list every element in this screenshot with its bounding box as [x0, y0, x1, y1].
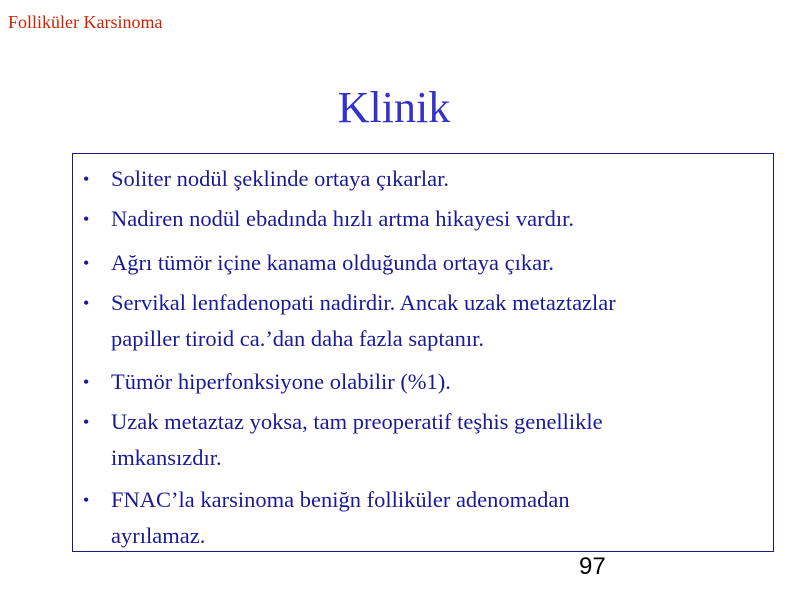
bullet-item: [73, 364, 733, 400]
bullet-text: [111, 201, 741, 237]
bullet-line: Tümör hiperfonksiyone olabilir (%1).: [111, 369, 451, 394]
bullet-text: [111, 482, 741, 554]
slide-title: Klinik: [337, 83, 451, 132]
bullet-dot-icon: •: [83, 253, 90, 273]
bullet-line: imkansızdır.: [111, 445, 222, 470]
bullet-text: [111, 285, 741, 357]
content-box: [72, 153, 774, 552]
bullet-item: [73, 404, 733, 476]
bullet-line: Nadiren nodül ebadında hızlı artma hikayesi vardır.: [111, 206, 574, 231]
bullet-line: Soliter nodül şeklinde ortaya çıkarlar.: [111, 166, 450, 191]
bullet-dot-icon: •: [83, 412, 90, 432]
bullet-text: [111, 404, 741, 476]
bullet-item: [73, 201, 733, 237]
bullet-dot-icon: •: [83, 209, 90, 229]
bullet-line: Uzak metaztaz yoksa, tam preoperatif teşhis genellikle: [111, 409, 603, 434]
bullet-item: [73, 482, 733, 554]
bullet-text: [111, 364, 741, 400]
bullet-dot-icon: •: [83, 372, 90, 392]
bullet-line: FNAC’la karsinoma beniğn folliküler adenomadan: [111, 487, 570, 512]
page-number: 97: [579, 553, 606, 580]
bullet-dot-icon: •: [83, 293, 90, 313]
bullet-line: ayrılamaz.: [111, 523, 206, 548]
bullet-text: [111, 161, 741, 197]
bullet-item: [73, 245, 733, 281]
bullet-line: Ağrı tümör içine kanama olduğunda ortaya çıkar.: [111, 250, 554, 275]
bullet-item: [73, 285, 733, 357]
bullet-item: [73, 161, 733, 197]
bullet-dot-icon: •: [83, 490, 90, 510]
bullet-text: [111, 245, 741, 281]
bullet-line: Servikal lenfadenopati nadirdir. Ancak uzak metaztazlar: [111, 290, 616, 315]
bullet-line: papiller tiroid ca.’dan daha fazla saptanır.: [111, 326, 484, 351]
bullet-dot-icon: •: [83, 169, 90, 189]
slide-topic: Folliküler Karsinoma: [8, 12, 163, 32]
